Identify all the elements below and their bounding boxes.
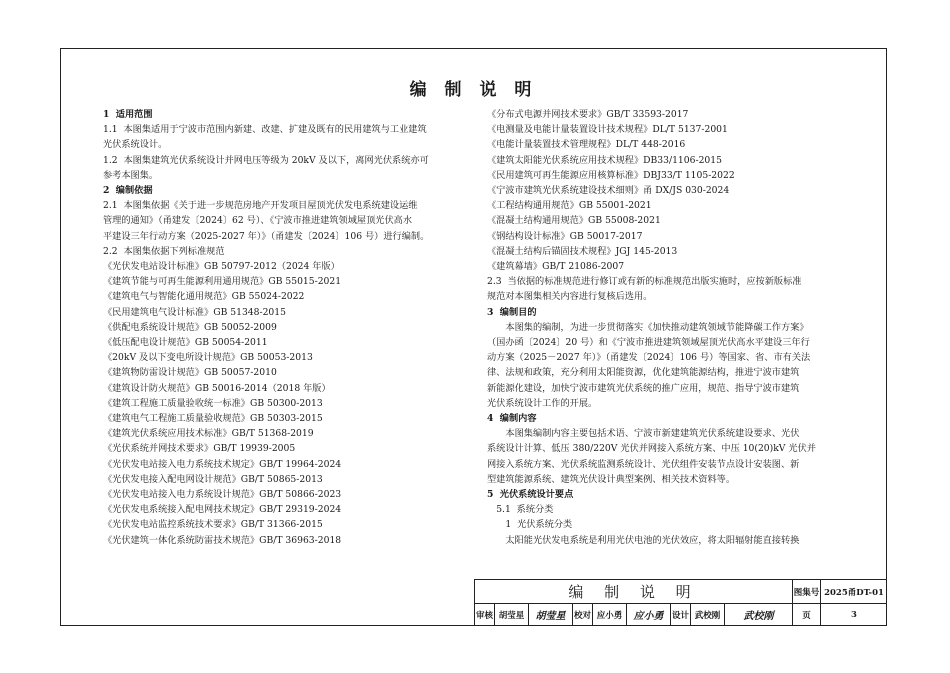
design-label: 设计: [671, 604, 691, 625]
text-line: 《建筑物防雷设计规范》GB 50057-2010: [103, 367, 277, 379]
text-line: 3 编制目的: [487, 306, 537, 318]
document-title: 编 制 说 明: [409, 80, 538, 100]
text-line: 《电测量及电能计量装置设计技术规程》DL/T 5137-2001: [487, 124, 728, 136]
page-number: 3: [851, 609, 857, 620]
text-line: 《宁波市建筑光伏系统建设技术细则》甬 DX/JS 030-2024: [487, 185, 730, 197]
text-line: 管理的通知》（甬建发〔2024〕62 号）、《宁波市推进建筑领域屋顶光伏高水: [103, 215, 413, 227]
design-signature: 武校刚: [725, 604, 793, 625]
text-line: 动方案（2025－2027 年）》（甬建发〔2024〕106 号）等国家、省、市有关法: [487, 352, 811, 364]
text-line: 《民用建筑可再生能源应用核算标准》DBJ33/T 1105-2022: [487, 169, 735, 181]
check-label: 校对: [573, 604, 593, 625]
check-name: 应小勇: [593, 604, 627, 625]
page-label: 页: [793, 604, 821, 625]
text-line: 《光伏系统并网技术要求》GB/T 19939-2005: [103, 443, 296, 455]
text-line: 本图集编制内容主要包括术语、宁波市新建建筑光伏系统建设要求、光伏: [505, 428, 800, 440]
text-line: 《建筑电气工程施工质量验收规范》GB 50303-2015: [103, 413, 323, 425]
text-line: 《分布式电源并网技术要求》GB/T 33593-2017: [487, 109, 689, 120]
text-line: 《混凝土结构后锚固技术规程》JGJ 145-2013: [487, 245, 678, 257]
text-line: 《建筑幕墙》GB/T 21086-2007: [487, 261, 625, 273]
text-line: 型建筑能源系统、建筑光伏设计典型案例、相关技术资料等。: [487, 473, 736, 485]
text-line: 2.3 当依据的标准规范进行修订或有新的标准规范出版实施时，应按新版标准: [487, 276, 802, 288]
text-line: 《供配电系统设计规范》GB 50052-2009: [103, 321, 277, 333]
atlas-no: 2025甬DT-01: [824, 587, 884, 598]
text-line: 本图集的编制，为进一步贯彻落实《加快推动建筑领域节能降碳工作方案》: [505, 321, 809, 333]
text-line: 5.1 系统分类: [496, 504, 554, 516]
text-line: 《电能计量装置技术管理规程》DL/T 448-2016: [487, 139, 686, 151]
design-name: 武校刚: [691, 604, 725, 625]
text-line: 《建筑电气与智能化通用规范》GB 55024-2022: [103, 291, 305, 303]
text-line: 《光伏发电站监控系统技术要求》GB/T 31366-2015: [103, 519, 323, 531]
text-line: 《光伏发电站接入电力系统技术规定》GB/T 19964-2024: [103, 458, 342, 470]
title-block-title: 编 制 说 明: [475, 580, 793, 604]
right-column: [487, 107, 857, 548]
text-line: 参考本图集。: [103, 169, 159, 181]
text-line: 《光伏发电接入配电网设计规范》GB/T 50865-2013: [103, 473, 323, 485]
text-line: 《工程结构通用规范》GB 55001-2021: [487, 200, 652, 212]
text-line: 平建设三年行动方案（2025-2027 年）》（甬建发〔2024〕106 号）进行编制。: [103, 230, 430, 242]
text-line: 《光伏发电站设计标准》GB 50797-2012（2024 年版）: [103, 261, 340, 273]
text-line: 《钢结构设计标准》GB 50017-2017: [487, 230, 643, 242]
text-line: 律、法规和政策，充分利用太阳能资源，优化建筑能源结构，推进宁波市建筑: [487, 367, 800, 379]
text-line: 《光伏发电站接入电力系统设计规范》GB/T 50866-2023: [103, 489, 342, 501]
text-line: 《建筑工程施工质量验收统一标准》GB 50300-2013: [103, 397, 323, 409]
atlas-no-label: 图集号: [793, 580, 821, 603]
text-line: 《混凝土结构通用规范》GB 55008-2021: [487, 215, 661, 227]
text-line: （国办函〔2024〕20 号）和《宁波市推进建筑领域屋顶光伏高水平建设三年行: [487, 337, 810, 349]
drawing-sheet: [60, 48, 887, 626]
text-line: 光伏系统设计。: [103, 139, 168, 151]
review-signature: 胡莹星: [529, 604, 573, 625]
text-line: 《民用建筑电气设计标准》GB 51348-2015: [103, 306, 286, 318]
text-line: 《低压配电设计规范》GB 50054-2011: [103, 337, 268, 349]
text-line: 2 编制依据: [103, 185, 153, 197]
check-signature: 应小勇: [627, 604, 671, 625]
text-line: 1.1 本图集适用于宁波市范围内新建、改建、扩建及既有的民用建筑与工业建筑: [103, 124, 427, 136]
text-line: 《建筑太阳能光伏系统应用技术规程》DB33/1106-2015: [487, 154, 722, 166]
text-line: 《建筑光伏系统应用技术标准》GB/T 51368-2019: [103, 428, 314, 440]
text-line: 2.1 本图集依据《关于进一步规范房地产开发项目屋顶光伏发电系统建设运维: [103, 200, 418, 212]
text-line: 5 光伏系统设计要点: [487, 489, 574, 501]
text-line: 《20kV 及以下变电所设计规范》GB 50053-2013: [103, 352, 313, 364]
text-line: 新能源化建设，加快宁波市建筑光伏系统的推广应用，规范、指导宁波市建筑: [487, 382, 800, 394]
text-line: 规范对本图集相关内容进行复核后选用。: [487, 291, 653, 303]
text-line: 1.2 本图集建筑光伏系统设计并网电压等级为 20kV 及以下，离网光伏系统亦可: [103, 154, 429, 166]
text-line: 系统设计计算、低压 380/220V 光伏并网接入系统方案、中压 10(20)kV 光伏并: [487, 443, 816, 455]
text-line: 1 光伏系统分类: [505, 519, 573, 531]
text-line: 4 编制内容: [487, 413, 537, 425]
text-line: 《光伏建筑一体化系统防雷技术规范》GB/T 36963-2018: [103, 534, 342, 546]
title-block: [474, 579, 886, 625]
review-name: 胡莹星: [495, 604, 529, 625]
review-label: 审核: [475, 604, 495, 625]
text-line: 光伏系统设计工作的开展。: [487, 397, 598, 409]
text-line: 1 适用范围: [103, 109, 153, 120]
text-line: 2.2 本图集依据下列标准规范: [103, 245, 225, 257]
text-line: 太阳能光伏发电系统是利用光伏电池的光伏效应，将太阳辐射能直接转换: [505, 534, 800, 546]
text-line: 《建筑节能与可再生能源利用通用规范》GB 55015-2021: [103, 276, 342, 288]
text-line: 《建筑设计防火规范》GB 50016-2014（2018 年版）: [103, 382, 331, 394]
text-line: 《光伏发电系统接入配电网技术规定》GB/T 29319-2024: [103, 504, 342, 516]
text-line: 网接入系统方案、光伏系统监测系统设计、光伏组件安装节点设计安装图、新: [487, 458, 800, 470]
left-column: [103, 107, 475, 548]
